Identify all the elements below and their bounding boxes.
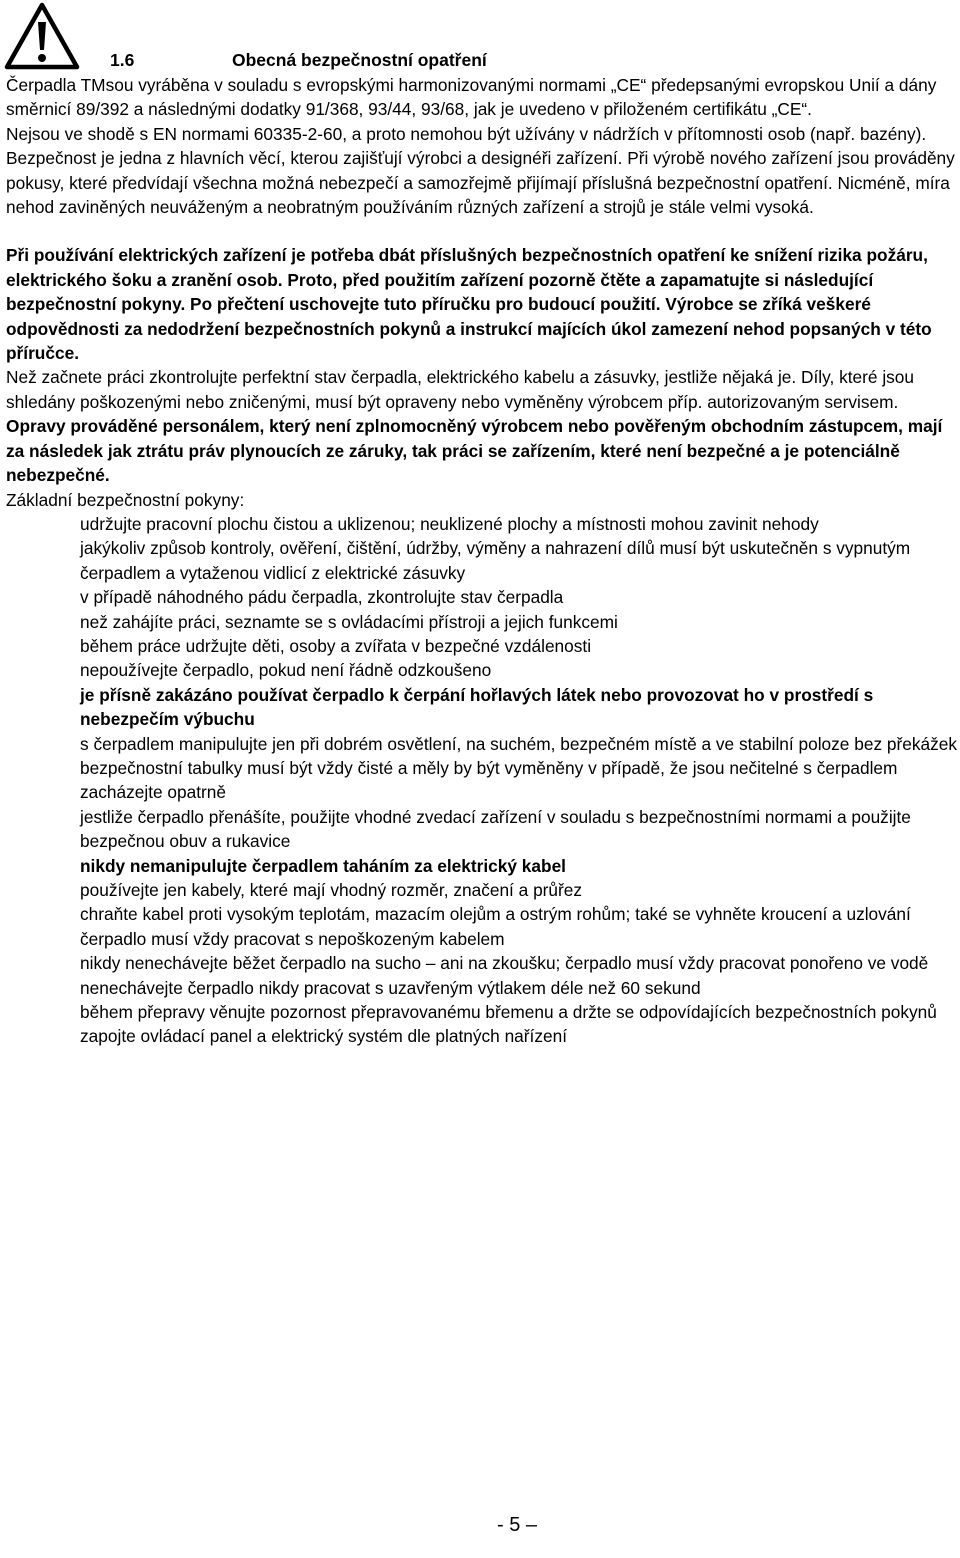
page-number: - 5 – (497, 1514, 538, 1536)
safety-rule-item: je přísně zakázáno používat čerpadlo k čerpání hořlavých látek nebo provozovat ho v prostředí s nebezpečím výbuchu (80, 684, 874, 730)
safety-rule-item: udržujte pracovní plochu čistou a uklizenou; neuklizené plochy a místnosti mohou zavinit nehody (80, 513, 819, 534)
paragraph-en-norms: Nejsou ve shodě s EN normami 60335-2-60, a proto nemohou být užívány v nádržích v přítomnosti osob (např. bazény). (6, 123, 927, 144)
paragraph-inspection: Než začnete práci zkontrolujte perfektní stav čerpadla, elektrického kabelu a zásuvky, jestliže nějaká je. Díly, které jsou shledány poškozenými nebo zničenými, musí být opraveny nebo vyměněny výrobcem příp. autorizovaným servisem. (6, 367, 915, 412)
paragraph-spacer (6, 219, 958, 243)
safety-rule-item: nikdy nemanipulujte čerpadlem taháním za elektrický kabel (80, 855, 566, 876)
safety-rule-item: jakýkoliv způsob kontroly, ověření, čištění, údržby, výměny a nahrazení dílů musí být uskutečněn s vypnutým čerpadlem a vytaženou vidlicí z elektrické zásuvky (80, 538, 911, 583)
safety-rule-item: během přepravy věnujte pozornost přepravovanému břemenu a držte se odpovídajících bezpečnostních pokynů (80, 1002, 937, 1023)
safety-rules-list (6, 512, 958, 1049)
paragraph-electrical-warning: Při používání elektrických zařízení je potřeba dbát příslušných bezpečnostních opatření ke snížení rizika požáru, elektrického šoku a zranění osob. Proto, před použitím zařízení pozorně čtěte a zapamatujte si následující bezpečnostní pokyny. Po přečtení uschovejte tuto příručku pro budoucí použití. Výrobce se zříká veškeré odpovědnosti za nedodržení bezpečnostních pokynů a instrukcí majících úkol zamezení nehod popsaných v této příručce. (6, 245, 932, 364)
section-title: Obecná bezpečnostní opatření (232, 50, 487, 70)
safety-rule-item: s čerpadlem manipulujte jen při dobrém osvětlení, na suchém, bezpečném místě a ve stabilní poloze bez překážek (80, 733, 958, 754)
safety-rule-item: nenechávejte čerpadlo nikdy pracovat s uzavřeným výtlakem déle než 60 sekund (80, 977, 701, 998)
safety-rule-item: v případě náhodného pádu čerpadla, zkontrolujte stav čerpadla (80, 587, 564, 608)
warning-triangle-icon (4, 2, 80, 70)
safety-rule-item: čerpadlo musí vždy pracovat s nepoškozeným kabelem (80, 928, 505, 949)
rules-intro: Základní bezpečnostní pokyny: (6, 489, 245, 510)
section-heading (110, 48, 487, 72)
safety-rule-item: bezpečnostní tabulky musí být vždy čisté a měly by být vyměněny v případě, že jsou nečitelné s čerpadlem zacházejte opatrně (80, 757, 898, 803)
safety-rule-item: nikdy nenechávejte běžet čerpadlo na sucho – ani na zkoušku; čerpadlo musí vždy pracovat ponořeno ve vodě (80, 953, 929, 974)
safety-rule-item: nepoužívejte čerpadlo, pokud není řádně odzkoušeno (80, 660, 492, 681)
paragraph-repairs-warning: Opravy prováděné personálem, který není zplnomocněný výrobcem nebo pověřeným obchodním zástupcem, mají za následek jak ztrátu práv plynoucích ze záruky, tak práci se zařízením, které není bezpečné a je potenciálně nebezpečné. (6, 416, 943, 486)
paragraph-safety: Bezpečnost je jedna z hlavních věcí, kterou zajišťují výrobci a designéři zařízení. Při výrobě nového zařízení jsou prováděny pokusy, které předvídají všechna možná nebezpečí a samozřejmě přijímají příslušná bezpečnostní opatření. Nicméně, míra nehod zaviněných neuváženým a neobratným používáním různých zařízení a strojů je stále velmi vysoká. (6, 148, 955, 218)
section-number: 1.6 (110, 50, 135, 70)
safety-rule-item: používejte jen kabely, které mají vhodný rozměr, značení a průřez (80, 880, 583, 900)
paragraph-ce-norms: Čerpadla TMsou vyráběna v souladu s evropskými harmonizovanými normami „CE“ předepsanými evropskou Unií a dány směrnicí 89/392 a následnými dodatky 91/368, 93/44, 93/68, jak je uvedeno v přiloženém certifikátu „CE“. (6, 75, 937, 120)
safety-rule-item: během práce udržujte děti, osoby a zvířata v bezpečné vzdálenosti (80, 635, 592, 656)
safety-rule-item: než zahájíte práci, seznamte se s ovládacími přístroji a jejich funkcemi (80, 611, 618, 632)
document-body (6, 73, 958, 1049)
safety-rule-item: jestliže čerpadlo přenášíte, použijte vhodné zvedací zařízení v souladu s bezpečnostními normami a použijte bezpečnou obuv a rukavice (80, 806, 911, 852)
safety-rule-item: chraňte kabel proti vysokým teplotám, mazacím olejům a ostrým rohům; také se vyhněte kroucení a uzlování (80, 904, 911, 925)
safety-rule-item: zapojte ovládací panel a elektrický systém dle platných nařízení (80, 1026, 568, 1047)
